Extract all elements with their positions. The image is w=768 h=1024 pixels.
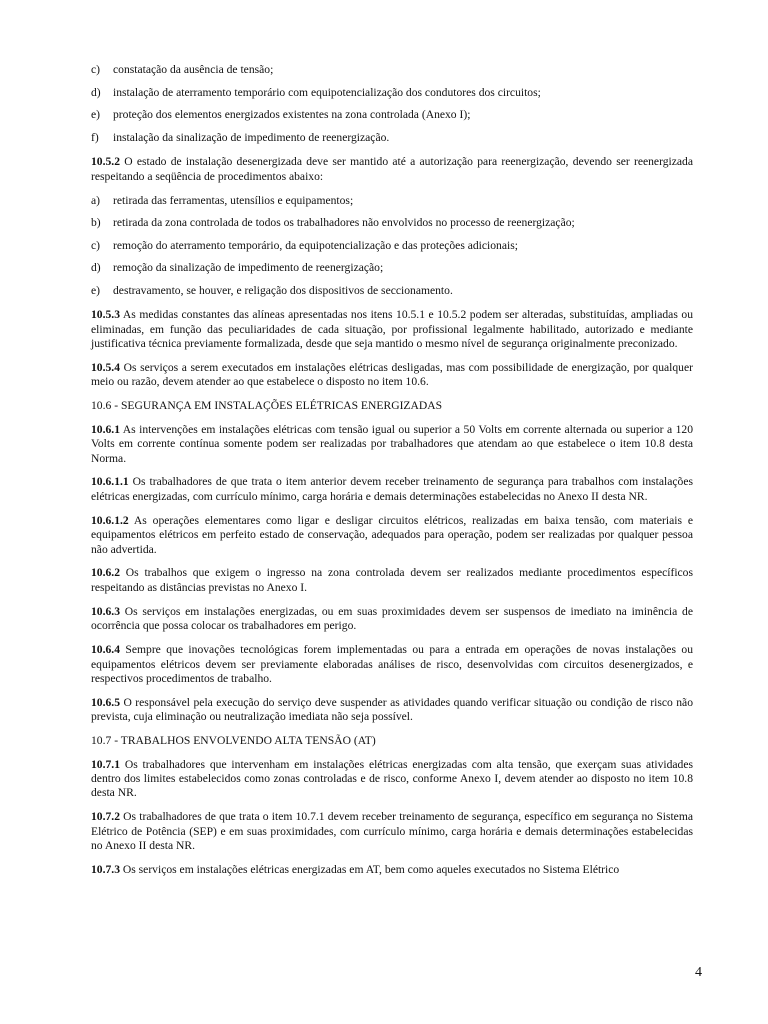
list-text: retirada da zona controlada de todos os trabalhadores não envolvidos no processo de reenergização; [113,216,575,230]
item-number: 10.7.2 [91,810,120,824]
list-item [91,216,693,230]
list-label: f) [91,130,99,144]
paragraph-text: As operações elementares como ligar e desligar circuitos elétricos, realizadas em baixa tensão, com materiais e equipamentos elétricos em perfeito estado de conservação, adequados para operação, podem ser realizadas por qualquer pessoa não advertida. [91,513,693,556]
list-a [91,63,693,145]
paragraph-10-6-5 [91,696,693,725]
list-label: e) [91,283,101,297]
paragraph-text: Os trabalhadores que intervenham em instalações elétricas energizadas com alta tensão, que exerçam suas atividades dentro dos limites estabelecidos como zonas controladas e de risco, conforme Anexo I, devem atender ao disposto no item 10.8 desta NR. [91,757,693,800]
list-item [91,131,693,145]
section-heading-10-7: 10.7 - TRABALHOS ENVOLVENDO ALTA TENSÃO (AT) [91,734,376,748]
paragraph-text: Os serviços a serem executados em instalações elétricas desligadas, mas com possibilidade de energização, por qualquer meio ou razão, devem atender ao que estabelece o disposto no item 10.6. [91,361,693,389]
item-number: 10.6.1.1 [91,475,129,489]
item-number: 10.5.2 [91,155,120,169]
paragraph-10-6-4 [91,643,693,686]
list-text: retirada das ferramentas, utensílios e equipamentos; [113,193,354,207]
item-number: 10.6.3 [91,604,120,618]
list-label: e) [91,108,101,122]
paragraph-text: As medidas constantes das alíneas apresentadas nos itens 10.5.1 e 10.5.2 podem ser alteradas, substituídas, ampliadas ou eliminadas, em função das peculiaridades de cada situação, por profissional legalmente habilitado, autorizado e mediante justificativa técnica previamente formalizada, desde que seja mantido o mesmo nível de segurança originalmente preconizado. [91,308,693,351]
item-number: 10.6.5 [91,695,120,709]
paragraph-10-6-2 [91,566,693,595]
paragraph-10-7-1 [91,758,693,801]
list-label: c) [91,238,101,252]
list-item [91,194,693,208]
list-text: instalação de aterramento temporário com equipotencialização dos condutores dos circuitos; [113,85,541,99]
item-number: 10.6.1.2 [91,513,129,527]
list-item [91,284,693,298]
paragraph-text: Os serviços em instalações elétricas energizadas em AT, bem como aqueles executados no Sistema Elétrico [119,862,620,876]
paragraph-10-6-3 [91,605,693,634]
paragraph-10-6-1 [91,423,693,466]
list-text: destravamento, se houver, e religação dos dispositivos de seccionamento. [113,283,453,297]
list-item [91,239,693,253]
paragraph-text: Os trabalhadores de que trata o item anterior devem receber treinamento de segurança para trabalhos com instalações elétricas energizadas, com currículo mínimo, carga horária e demais determinações estabelecidas no Anexo II desta NR. [91,475,693,503]
list-label: b) [91,216,101,230]
list-label: d) [91,85,101,99]
item-number: 10.6.1 [91,422,120,436]
list-b [91,194,693,299]
paragraph-10-6-1-2 [91,514,693,557]
paragraph-10-5-2 [91,155,693,184]
paragraph-10-6-1-1 [91,475,693,504]
list-label: c) [91,63,101,76]
list-text: remoção da sinalização de impedimento de reenergização; [113,261,384,275]
page-number: 4 [695,965,702,980]
paragraph-10-7-3 [91,863,693,877]
paragraph-text: O responsável pela execução do serviço deve suspender as atividades quando verificar situação ou condição de risco não prevista, cuja eliminação ou neutralização imediata não seja possível. [91,695,693,724]
item-number: 10.7.3 [91,862,120,876]
list-item [91,108,693,122]
page-content [91,63,693,887]
list-item [91,86,693,100]
item-number: 10.7.1 [91,757,120,771]
section-heading-10-6: 10.6 - SEGURANÇA EM INSTALAÇÕES ELÉTRICAS ENERGIZADAS [91,399,443,413]
paragraph-text: Os serviços em instalações energizadas, ou em suas proximidades devem ser suspensos de imediato na iminência de ocorrência que possa colocar os trabalhadores em perigo. [91,604,693,633]
paragraph-text: O estado de instalação desenergizada deve ser mantido até a autorização para reenergização, devendo ser reenergizada respeitando a seqüência de procedimentos abaixo: [91,155,693,183]
list-label: a) [91,193,101,207]
list-text: remoção do aterramento temporário, da equipotencialização e das proteções adicionais; [113,238,518,252]
paragraph-10-5-3 [91,308,693,351]
paragraph-text: Os trabalhos que exigem o ingresso na zona controlada devem ser realizados mediante procedimentos específicos respeitando as distâncias previstas no Anexo I. [91,566,693,594]
list-text: instalação da sinalização de impedimento de reenergização. [113,130,390,144]
paragraph-10-7-2 [91,810,693,853]
item-number: 10.6.4 [91,643,120,657]
list-text: proteção dos elementos energizados existentes na zona controlada (Anexo I); [113,108,471,122]
paragraph-text: Os trabalhadores de que trata o item 10.7.1 devem receber treinamento de segurança, específico em segurança no Sistema Elétrico de Potência (SEP) e em suas proximidades, com currículo mínimo, carga horária e demais determinações estabelecidas no Anexo II desta NR. [91,810,693,853]
list-text: constatação da ausência de tensão; [113,63,274,76]
item-number: 10.5.3 [91,308,120,322]
list-item [91,63,693,77]
paragraph-text: Sempre que inovações tecnológicas forem implementadas ou para a entrada em operações de novas instalações ou equipamentos elétricos devem ser previamente elaboradas análises de risco, desenvolvidas com circuitos desenergizados, e respectivos procedimentos de trabalho. [91,643,693,685]
paragraph-text: As intervenções em instalações elétricas com tensão igual ou superior a 50 Volts em corrente alternada ou superior a 120 Volts em corrente contínua somente podem ser realizadas por trabalhadores que atendam ao que estabelece o item 10.8 desta Norma. [91,422,693,465]
list-label: d) [91,261,101,275]
item-number: 10.6.2 [91,566,120,580]
paragraph-10-5-4 [91,361,693,390]
list-item [91,261,693,275]
item-number: 10.5.4 [91,361,120,374]
